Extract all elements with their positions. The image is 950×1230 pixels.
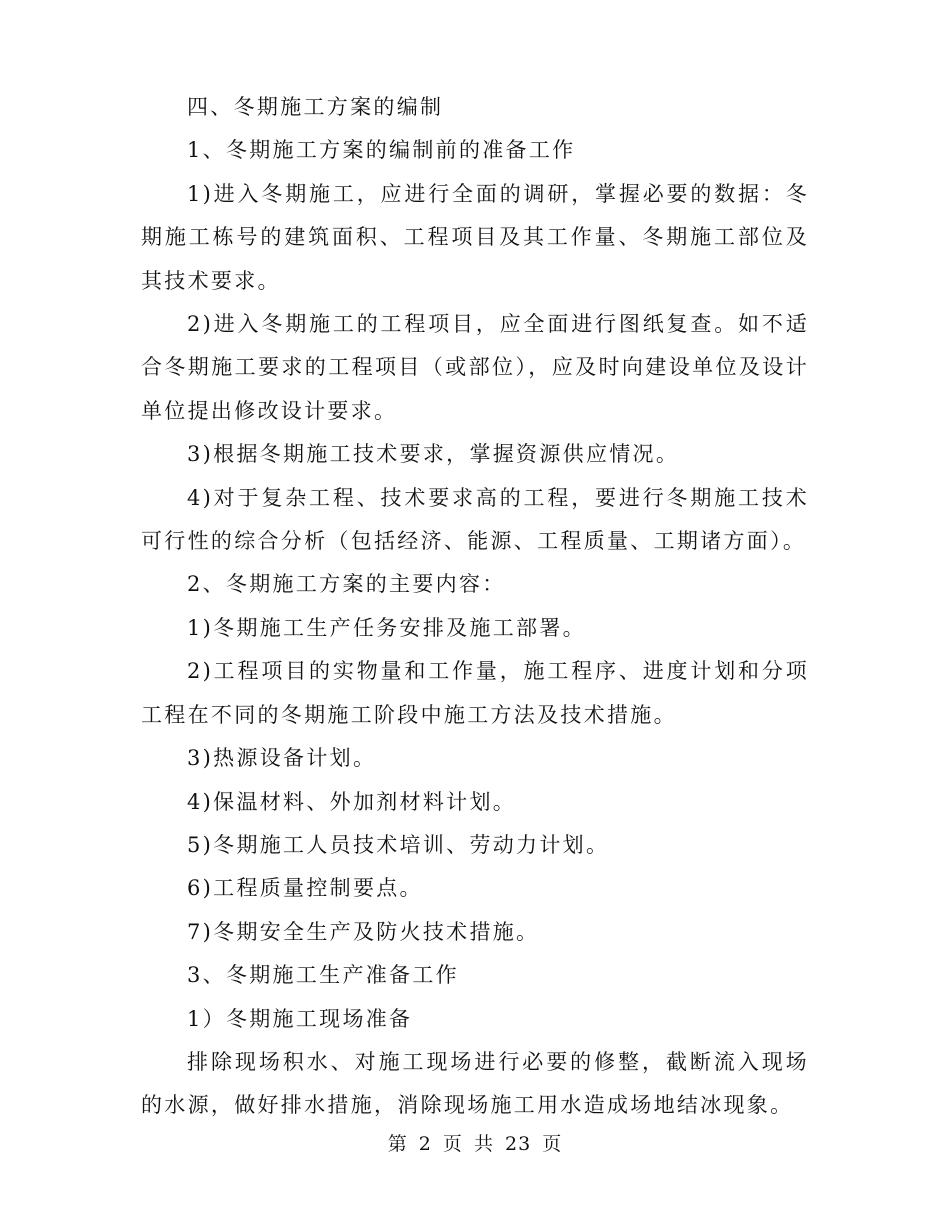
document-body [141, 86, 809, 1128]
section-heading: 四、冬期施工方案的编制 [187, 95, 444, 119]
list-item: 4)保温材料、外加剂材料计划。 [187, 789, 517, 814]
list-item: 6)工程质量控制要点。 [187, 876, 423, 901]
paragraph: 排除现场积水、对施工现场进行必要的修整，截断流入现场的水源，做好排水措施，消除现场施工用水造成场地结冰现象。 [141, 1049, 809, 1118]
list-item: 5)冬期施工人员技术培训、劳动力计划。 [187, 832, 610, 857]
subsection-heading: 2、冬期施工方案的主要内容： [187, 572, 506, 597]
subsection-heading: 3、冬期施工生产准备工作 [187, 963, 459, 988]
paragraph: 4)对于复杂工程、技术要求高的工程，要进行冬期施工技术可行性的综合分析（包括经济、能源、工程质量、工期诸方面）。 [141, 485, 809, 554]
paragraph: 3)根据冬期施工技术要求，掌握资源供应情况。 [187, 442, 680, 467]
list-item: 1）冬期施工现场准备 [187, 1006, 413, 1031]
list-item: 1)冬期施工生产任务安排及施工部署。 [187, 615, 586, 640]
list-item: 2)工程项目的实物量和工作量，施工程序、进度计划和分项工程在不同的冬期施工阶段中施工方法及技术措施。 [141, 659, 809, 727]
list-item: 3)热源设备计划。 [187, 746, 377, 771]
page-number-footer: 第 2 页 共 23 页 [387, 1133, 563, 1155]
subsection-heading: 1、冬期施工方案的编制前的准备工作 [187, 138, 576, 163]
list-item: 7)冬期安全生产及防火技术措施。 [187, 919, 540, 944]
paragraph: 1)进入冬期施工，应进行全面的调研，掌握必要的数据：冬期施工栋号的建筑面积、工程项目及其工作量、冬期施工部位及其技术要求。 [141, 181, 809, 293]
paragraph: 2)进入冬期施工的工程项目，应全面进行图纸复查。如不适合冬期施工要求的工程项目（或部位），应及时向建设单位及设计单位提出修改设计要求。 [141, 312, 809, 423]
